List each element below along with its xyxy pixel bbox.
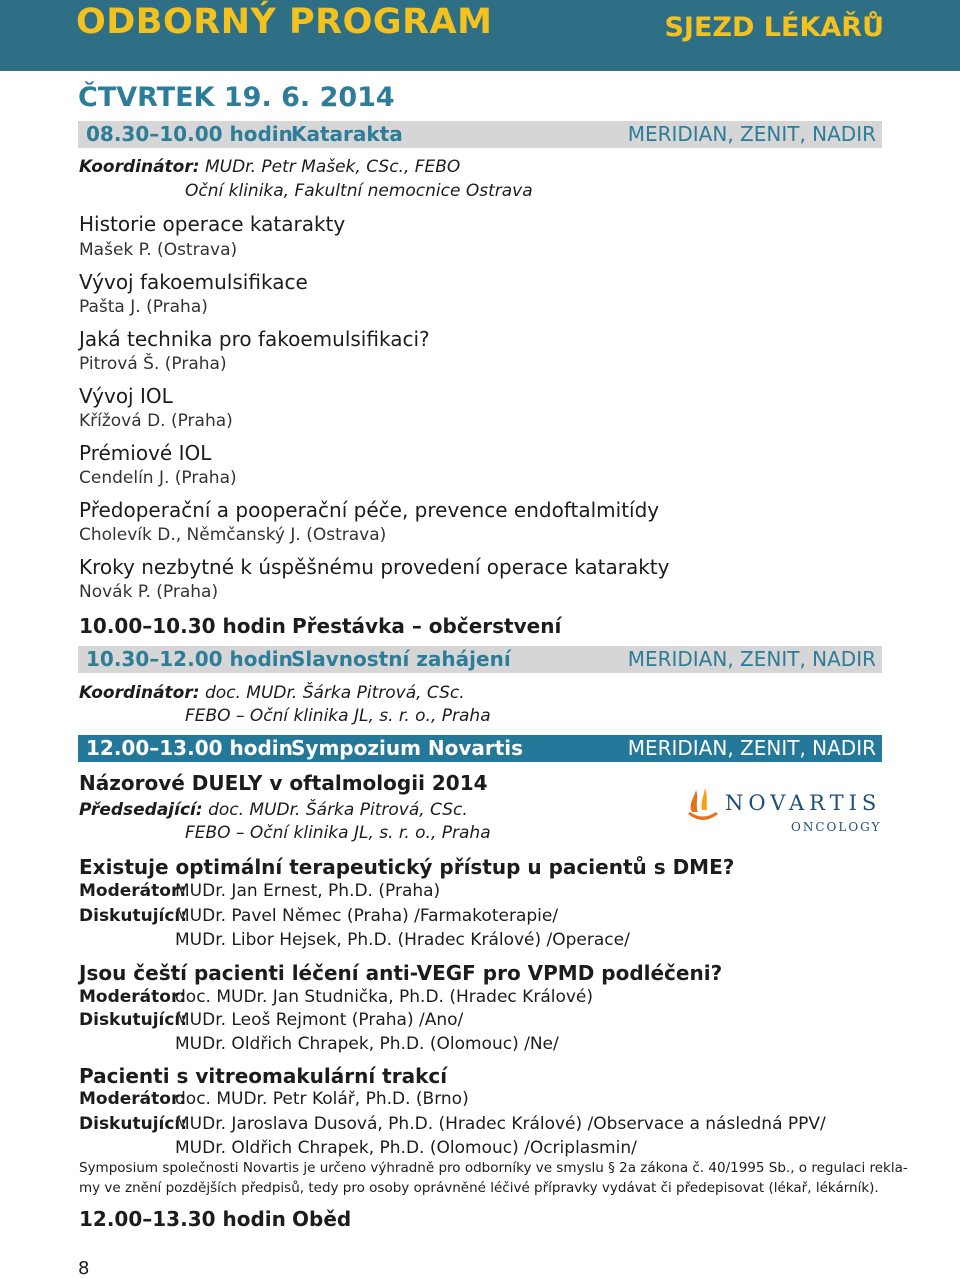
moderator-name: doc. MUDr. Jan Studnička, Ph.D. (Hradec Králové) [175,987,594,1007]
session-bar-opening [78,646,882,673]
legal-note-line: my ve znění pozdějších předpisů, tedy pro osoby oprávněné léčivé přípravky vydávat či předepisovat (lékař, lékárník). [79,1180,879,1196]
moderator-line [79,1089,469,1109]
talk-title: Historie operace katarakty [79,212,346,236]
coordinator-institution: FEBO – Oční klinika JL, s. r. o., Praha [185,706,491,726]
session-room: MERIDIAN, ZENIT, NADIR [627,736,876,760]
discussant-name: MUDr. Libor Hejsek, Ph.D. (Hradec Králové) /Operace/ [175,930,630,950]
chair-line [79,800,468,820]
program-title: ODBORNÝ PROGRAM [76,2,493,42]
coordinator-name: doc. MUDr. Šárka Pitrová, CSc. [204,683,465,703]
moderator-name: doc. MUDr. Petr Kolář, Ph.D. (Brno) [175,1089,469,1109]
moderator-label: Moderátor: [79,881,187,901]
discussant-name: MUDr. Oldřich Chrapek, Ph.D. (Olomouc) /Ne/ [175,1034,559,1054]
lunch-label: Oběd [292,1207,352,1231]
talk-speaker: Pitrová Š. (Praha) [79,354,227,374]
coordinator-label: Koordinátor: [79,683,200,703]
discussant-name: MUDr. Pavel Němec (Praha) /Farmakoterapie/ [175,906,559,926]
session-room: MERIDIAN, ZENIT, NADIR [627,647,876,671]
break-label: Přestávka – občerstvení [292,614,562,638]
oncology-wordmark: ONCOLOGY [791,820,882,834]
talk-speaker: Mašek P. (Ostrava) [79,240,238,260]
session-room: MERIDIAN, ZENIT, NADIR [627,122,876,146]
talk-title: Prémiové IOL [79,441,212,465]
talk-speaker: Křížová D. (Praha) [79,411,233,431]
talk-speaker: Cendelín J. (Praha) [79,468,237,488]
moderator-label: Moderátor: [79,987,187,1007]
novartis-logo [683,786,883,838]
event-title: SJEZD LÉKAŘŮ [664,12,884,43]
discussant-line [79,1010,463,1030]
break-time: 10.00–10.30 hodin [79,614,286,638]
chair-institution: FEBO – Oční klinika JL, s. r. o., Praha [185,823,491,843]
coordinator-label: Koordinátor: [79,157,200,177]
novartis-wordmark: NOVARTIS [725,791,882,815]
novartis-flame-icon [685,786,721,826]
lunch-time: 12.00–13.30 hodin [79,1207,286,1231]
coordinator-line [79,683,465,703]
coordinator-name: MUDr. Petr Mašek, CSc., FEBO [204,157,461,177]
discussant-label: Diskutující: [79,906,188,926]
chair-label: Předsedající: [79,800,203,820]
session-time: 08.30–10.00 hodin [86,122,293,146]
moderator-label: Moderátor: [79,1089,187,1109]
discussant-line [79,1114,826,1134]
talk-title: Vývoj fakoemulsifikace [79,270,308,294]
coordinator-institution: Oční klinika, Fakultní nemocnice Ostrava [185,181,533,201]
session-bar-katarakta [78,121,882,148]
session-label: Slavnostní zahájení [291,647,511,671]
symposium-subtitle: Názorové DUELY v oftalmologii 2014 [79,771,488,795]
page-header [0,0,960,71]
talk-title: Kroky nezbytné k úspěšnému provedení operace katarakty [79,555,670,579]
day-title: ČTVRTEK 19. 6. 2014 [78,82,395,113]
talk-speaker: Cholevík D., Němčanský J. (Ostrava) [79,525,387,545]
legal-note-line: Symposium společnosti Novartis je určeno výhradně pro odborníky ve smyslu § 2a zákona č. 40/1995 Sb., o regulaci rekla- [79,1160,908,1176]
coordinator-line [79,157,460,177]
discussant-line [79,906,558,926]
discussant-label: Diskutující: [79,1114,188,1134]
chair-name: doc. MUDr. Šárka Pitrová, CSc. [208,800,468,820]
discussant-name: MUDr. Leoš Rejmont (Praha) /Ano/ [175,1010,464,1030]
discussant-name: MUDr. Jaroslava Dusová, Ph.D. (Hradec Králové) /Observace a následná PPV/ [175,1114,826,1134]
moderator-line [79,987,593,1007]
discussant-label: Diskutující: [79,1010,188,1030]
moderator-name: MUDr. Jan Ernest, Ph.D. (Praha) [175,881,441,901]
page-number: 8 [78,1258,90,1279]
session-time: 12.00–13.00 hodin [86,736,293,760]
session-bar-novartis [78,735,882,762]
session-label: Katarakta [291,122,403,146]
session-time: 10.30–12.00 hodin [86,647,293,671]
talk-title: Předoperační a pooperační péče, prevence endoftalmitídy [79,498,660,522]
discussant-name: MUDr. Oldřich Chrapek, Ph.D. (Olomouc) /Ocriplasmin/ [175,1138,637,1158]
session-label: Sympozium Novartis [291,736,524,760]
talk-title: Jaká technika pro fakoemulsifikaci? [79,327,430,351]
moderator-line [79,881,440,901]
duel-title: Jsou čeští pacienti léčení anti-VEGF pro VPMD podléčeni? [79,961,723,985]
talk-speaker: Novák P. (Praha) [79,582,219,602]
duel-title: Existuje optimální terapeutický přístup u pacientů s DME? [79,855,735,879]
duel-title: Pacienti s vitreomakulární trakcí [79,1064,448,1088]
talk-speaker: Pašta J. (Praha) [79,297,208,317]
talk-title: Vývoj IOL [79,384,173,408]
